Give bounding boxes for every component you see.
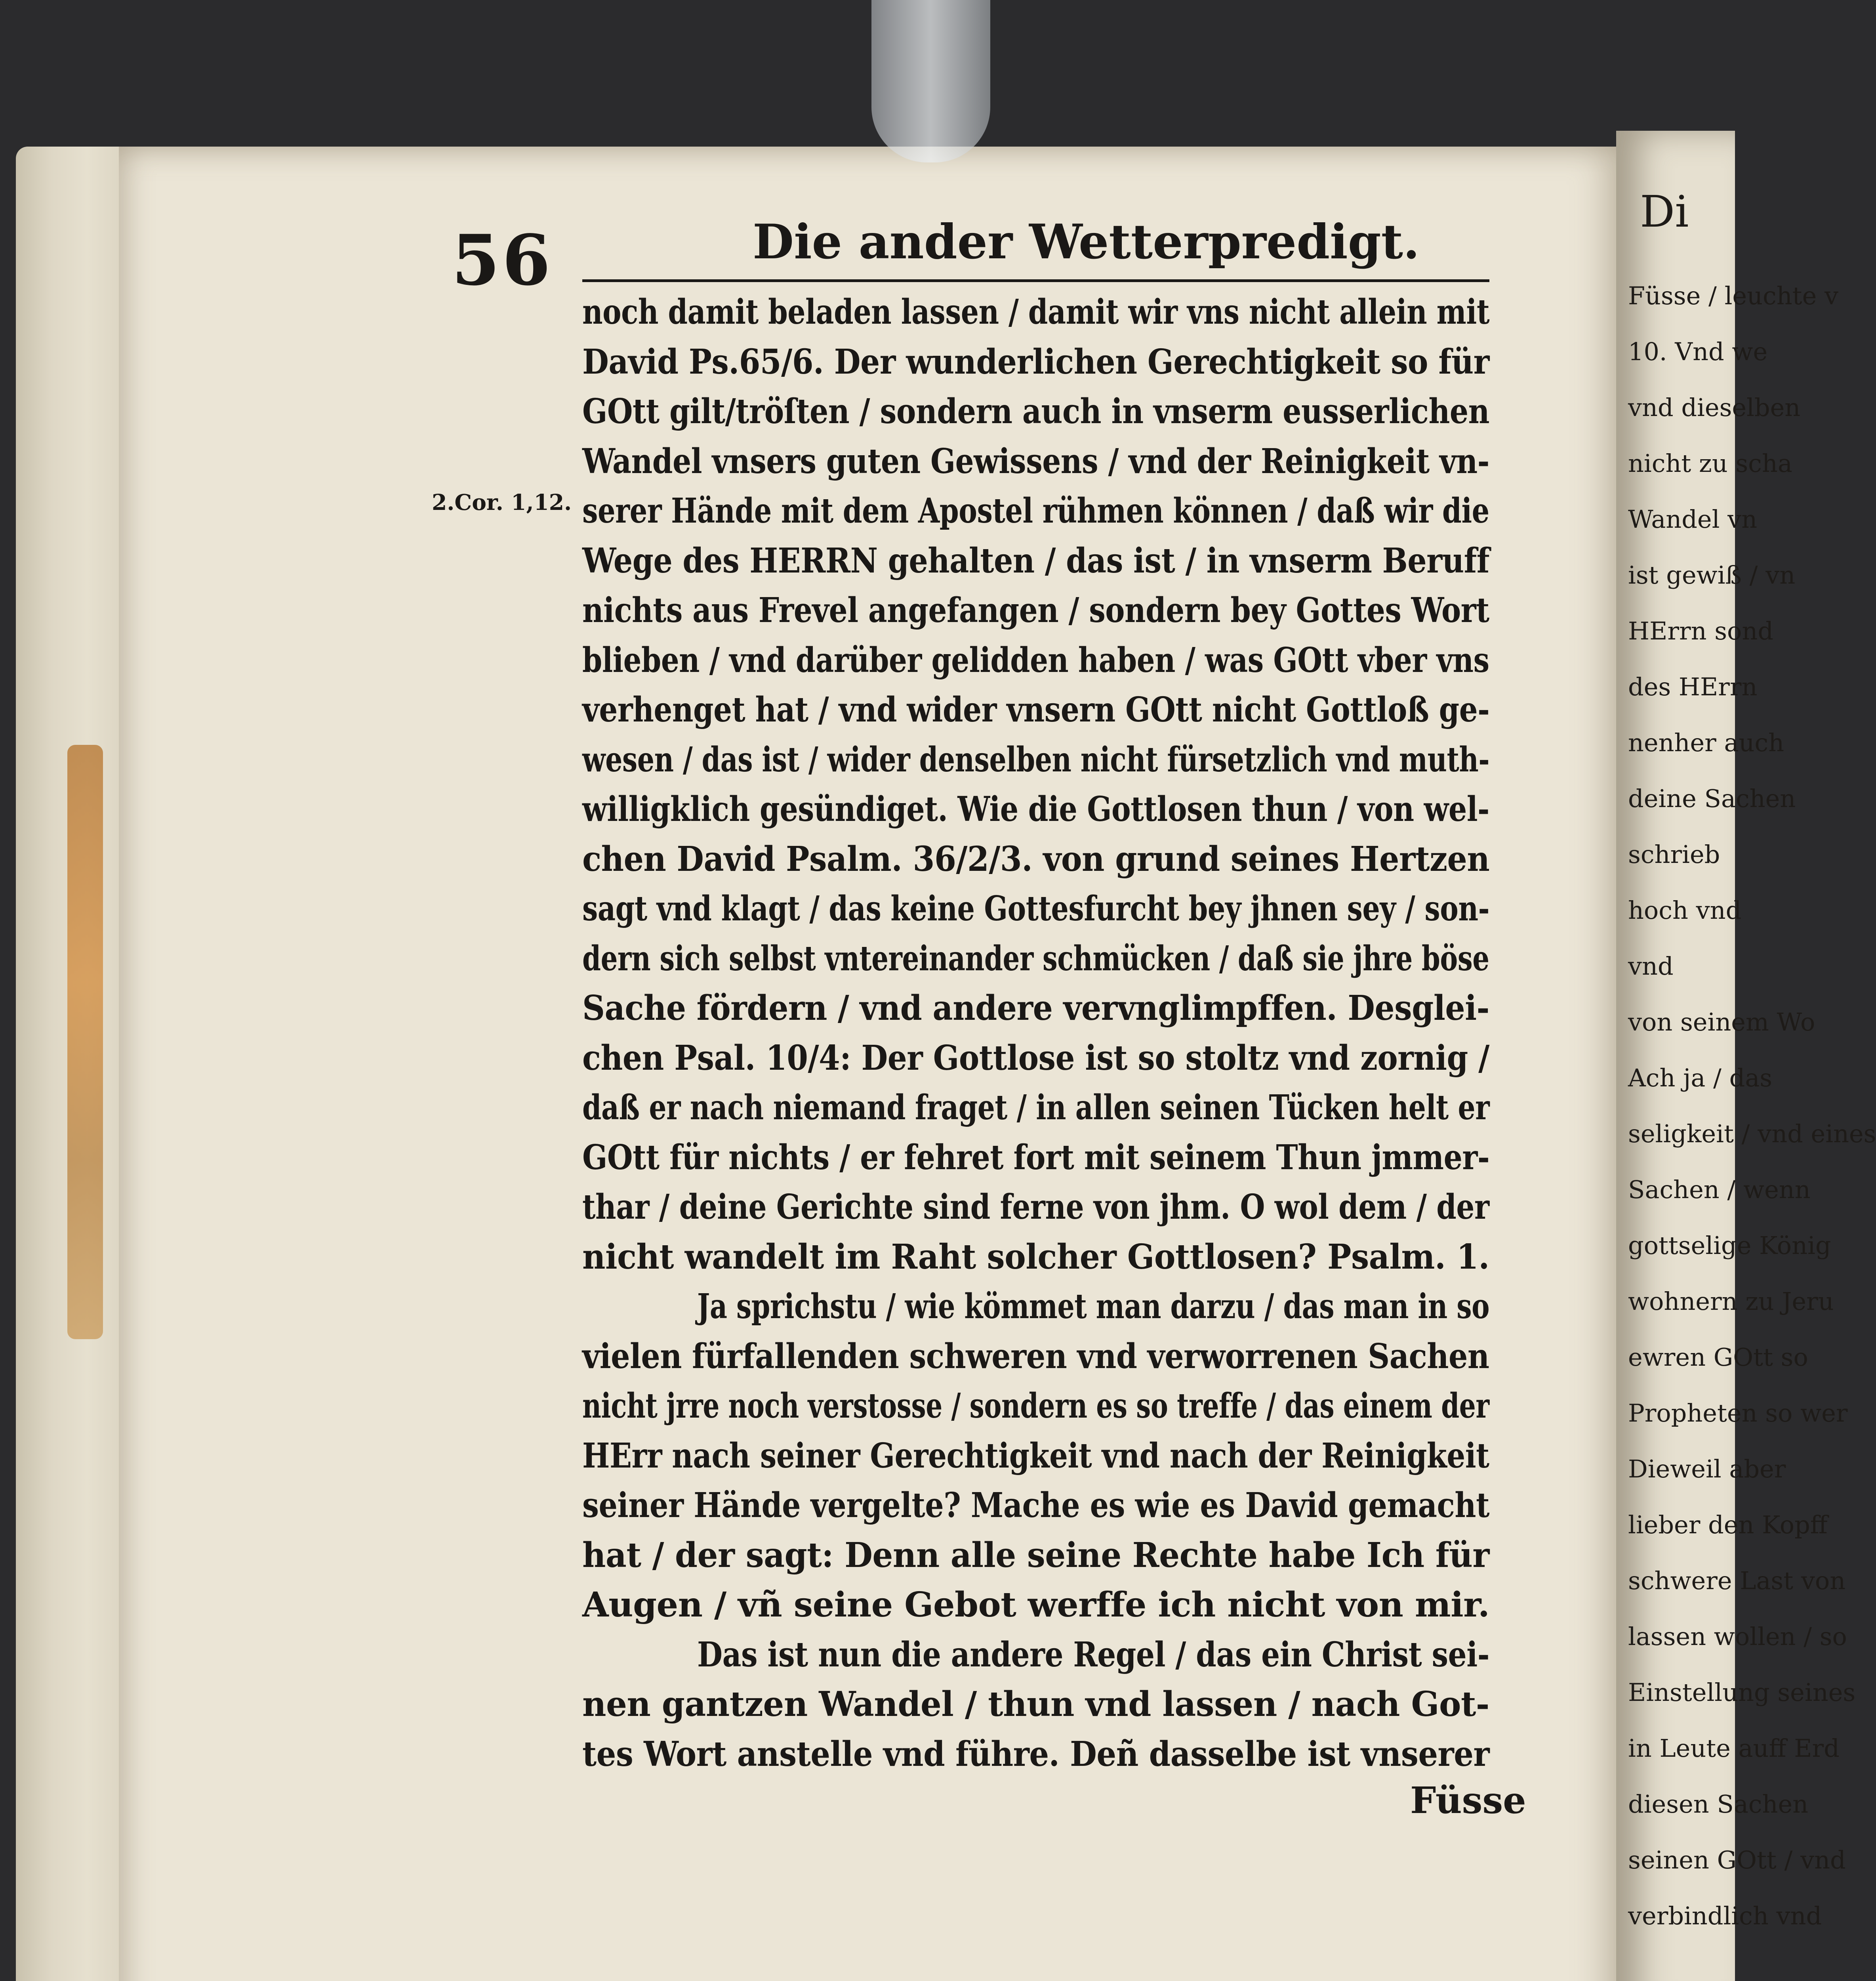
facing-page-line: deine Sachen: [1628, 784, 1796, 813]
facing-page-line: Wandel vn: [1628, 505, 1758, 534]
text-line: David Ps.65/6. Der wunderlichen Gerechtigkeit so für: [582, 342, 1489, 382]
page-number: 56: [452, 220, 553, 301]
facing-page-line: nenher auch: [1628, 728, 1784, 757]
facing-page-line: Ach ja / das: [1628, 1063, 1773, 1092]
facing-page-line: in Leute auff Erd: [1628, 1734, 1840, 1763]
facing-page-line: seligkeit / vnd eines: [1628, 1119, 1876, 1148]
facing-page-line: Sachen / wenn: [1628, 1175, 1811, 1204]
text-line: noch damit beladen lassen / damit wir vns nicht allein mit: [582, 292, 1490, 332]
text-line: Wandel vnsers guten Gewissens / vnd der Reinigkeit vn-: [582, 441, 1490, 481]
facing-page-line: wohnern zu Jeru: [1628, 1287, 1834, 1316]
facing-page-line: nicht zu scha: [1628, 449, 1792, 478]
facing-page-line: Di: [1640, 186, 1689, 237]
text-line: wesen / das ist / wider denselben nicht fürsetzlich vnd muth-: [582, 739, 1490, 780]
facing-page-line: vnd dieselben: [1628, 393, 1801, 422]
facing-page-line: gottselige König: [1628, 1231, 1831, 1260]
text-line: verhenget hat / vnd wider vnsern GOtt nicht Gottloß ge-: [582, 690, 1490, 730]
text-line: Ja sprichstu / wie kömmet man darzu / das man in so: [697, 1286, 1490, 1326]
facing-page-line: 10. Vnd we: [1628, 337, 1768, 366]
facing-page-line: Dieweil aber: [1628, 1454, 1786, 1483]
text-line: willigklich gesündiget. Wie die Gottlosen thun / von wel-: [582, 789, 1489, 829]
text-line: seiner Hände vergelte? Mache es wie es David gemacht: [582, 1485, 1490, 1525]
text-line: sagt vnd klagt / das keine Gottesfurcht bey jhnen sey / son-: [582, 889, 1490, 929]
facing-page-line: Füsse / leuchte v: [1628, 281, 1839, 310]
text-line: blieben / vnd darüber gelidden haben / was GOtt vber vns: [582, 640, 1489, 680]
text-line: Das ist nun die andere Regel / das ein Christ sei-: [697, 1634, 1490, 1675]
catchword: Füsse: [1410, 1779, 1526, 1822]
facing-page-line: vnd: [1628, 952, 1674, 981]
text-line: HErr nach seiner Gerechtigkeit vnd nach der Reinigkeit: [582, 1435, 1489, 1476]
facing-page-line: ist gewiß / vn: [1628, 561, 1796, 590]
facing-page-line: schrieb: [1628, 840, 1720, 869]
header-rule: [582, 279, 1489, 282]
facing-page-line: des HErrn: [1628, 672, 1758, 701]
facing-page-line: schwere Last von: [1628, 1566, 1846, 1595]
facing-page-line: ewren GOtt so: [1628, 1343, 1808, 1372]
text-line: nicht wandelt im Raht solcher Gottlosen? Psalm. 1.: [582, 1237, 1489, 1277]
text-line: GOtt gilt/tröſten / sondern auch in vnserm eusserlichen: [582, 391, 1490, 431]
facing-page-line: seinen GOtt / vnd: [1628, 1845, 1846, 1874]
text-line: nen gantzen Wandel / thun vnd lassen / nach Got-: [582, 1684, 1489, 1724]
facing-page-line: diesen Sachen: [1628, 1790, 1809, 1819]
text-line: chen David Psalm. 36/2/3. von grund seines Hertzen: [582, 839, 1490, 879]
running-head: Die ander Wetterpredigt.: [753, 214, 1420, 270]
text-line: serer Hände mit dem Apostel rühmen können / daß wir die: [582, 491, 1489, 531]
text-line: Sache fördern / vnd andere vervnglimpffen. Desglei-: [582, 988, 1489, 1028]
text-line: vielen fürfallenden schweren vnd verworrenen Sachen: [582, 1336, 1489, 1376]
text-line: nichts aus Frevel angefangen / sondern bey Gottes Wort: [582, 590, 1489, 630]
facing-page-line: HErrn sond: [1628, 616, 1774, 645]
text-line: GOtt für nichts / er fehret fort mit seinem Thun jmmer-: [582, 1137, 1490, 1178]
facing-page-line: hoch vnd: [1628, 896, 1742, 925]
text-line: daß er nach niemand fraget / in allen seinen Tücken helt er: [582, 1088, 1490, 1128]
top-page-clip: [871, 0, 990, 162]
facing-page-line: lassen wollen / so: [1628, 1622, 1847, 1651]
facing-page-line: lieber den Kopff: [1628, 1510, 1828, 1539]
text-line: thar / deine Gerichte sind ferne von jhm. O wol dem / der: [582, 1187, 1489, 1227]
text-line: nicht jrre noch verstosse / sondern es so treffe / das einem der: [582, 1386, 1489, 1426]
text-line: hat / der sagt: Denn alle seine Rechte habe Ich für: [582, 1535, 1489, 1575]
facing-page-line: Einstellung seines: [1628, 1678, 1856, 1707]
binding-stain: [67, 745, 103, 1339]
facing-page-line: Propheten so wer: [1628, 1399, 1848, 1428]
facing-page-line: verbindlich vnd: [1628, 1901, 1822, 1930]
facing-page-line: von seinem Wo: [1628, 1008, 1815, 1036]
text-line: Wege des HERRN gehalten / das ist / in vnserm Beruff: [582, 540, 1490, 581]
text-line: Augen / vñ seine Gebot werffe ich nicht von mir.: [582, 1585, 1490, 1625]
text-line: tes Wort anstelle vnd führe. Deñ dasselbe ist vnserer: [582, 1734, 1490, 1774]
text-line: dern sich selbst vntereinander schmücken / daß sie jhre böse: [582, 938, 1489, 979]
text-line: chen Psal. 10/4: Der Gottlose ist so stoltz vnd zornig /: [582, 1038, 1489, 1078]
facing-page: [1616, 131, 1876, 1981]
margin-note: 2.Cor. 1,12.: [432, 489, 572, 515]
